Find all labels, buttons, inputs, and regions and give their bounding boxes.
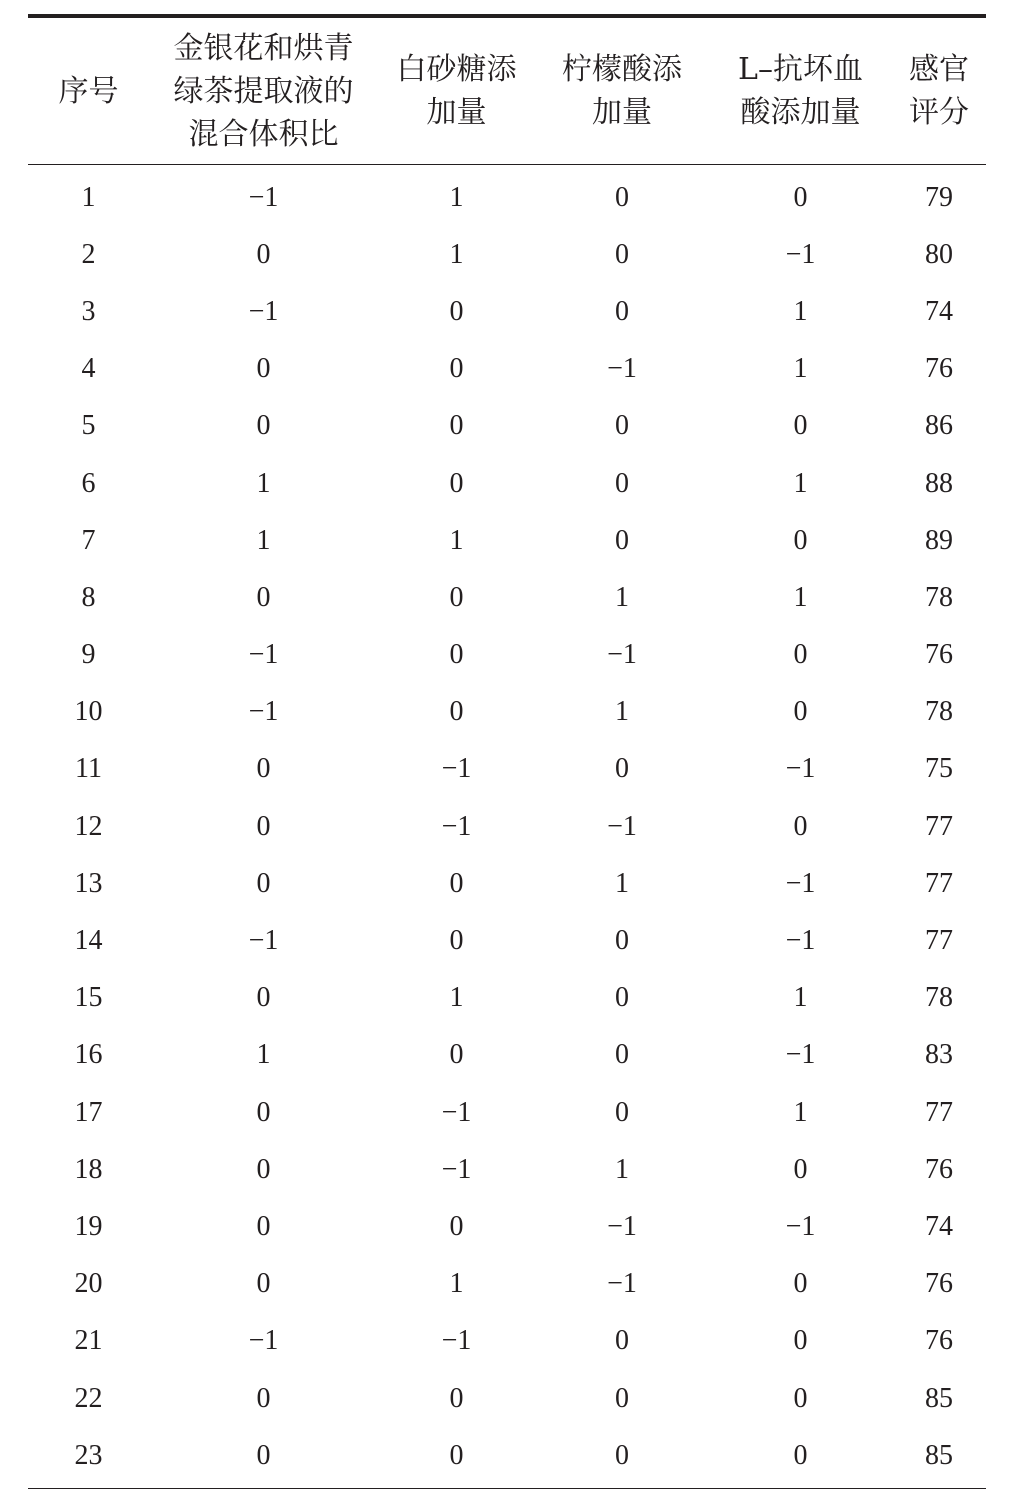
cell-ascorbic-acid: 0 — [793, 410, 808, 442]
cell-score: 78 — [925, 696, 953, 728]
cell-serial: 18 — [74, 1153, 103, 1185]
cell-ascorbic-acid: 0 — [793, 1382, 808, 1414]
cell-serial: 4 — [81, 353, 96, 385]
table-row — [28, 1084, 986, 1141]
cell-citric-acid: 1 — [615, 867, 629, 899]
cell-serial: 15 — [74, 982, 103, 1014]
cell-sugar: 0 — [449, 467, 464, 499]
cell-citric-acid: 0 — [615, 1096, 629, 1128]
cell-sugar: −1 — [441, 753, 472, 785]
cell-sugar: 0 — [449, 696, 464, 728]
cell-sugar: 0 — [449, 1439, 464, 1471]
cell-citric-acid: 0 — [615, 1439, 629, 1471]
cell-citric-acid: 0 — [615, 925, 629, 957]
header-sensory-score: 感官 评分 — [909, 52, 969, 130]
table-row — [28, 855, 986, 912]
cell-mix-ratio: 0 — [256, 581, 271, 613]
cell-mix-ratio: 1 — [256, 524, 271, 556]
cell-serial: 11 — [75, 753, 102, 785]
cell-ascorbic-acid: −1 — [785, 867, 816, 899]
cell-sugar: 1 — [449, 524, 464, 556]
cell-score: 78 — [925, 982, 953, 1014]
cell-ascorbic-acid: −1 — [785, 238, 816, 270]
cell-sugar: 0 — [449, 1210, 464, 1242]
table-row — [28, 1256, 986, 1313]
cell-sugar: 0 — [449, 353, 464, 385]
cell-serial: 23 — [74, 1439, 103, 1471]
cell-ascorbic-acid: 0 — [793, 810, 808, 842]
cell-sugar: 0 — [449, 1382, 464, 1414]
cell-citric-acid: 0 — [615, 410, 629, 442]
cell-sugar: −1 — [441, 810, 472, 842]
cell-mix-ratio: −1 — [248, 181, 279, 213]
cell-sugar: −1 — [441, 1096, 472, 1128]
cell-sugar: 0 — [449, 1039, 464, 1071]
cell-sugar: 0 — [449, 295, 464, 327]
table-row — [28, 569, 986, 626]
table-row — [28, 684, 986, 741]
table-header — [28, 16, 986, 165]
cell-score: 76 — [925, 639, 953, 671]
cell-serial: 19 — [74, 1210, 103, 1242]
cell-score: 77 — [925, 925, 953, 957]
cell-citric-acid: 0 — [615, 753, 629, 785]
cell-ascorbic-acid: 0 — [793, 1268, 808, 1300]
table-row — [28, 1027, 986, 1084]
cell-sugar: 1 — [449, 1268, 464, 1300]
cell-citric-acid: 1 — [615, 696, 629, 728]
cell-mix-ratio: −1 — [248, 696, 279, 728]
cell-ascorbic-acid: 0 — [793, 696, 808, 728]
table-row — [28, 512, 986, 569]
cell-serial: 13 — [74, 867, 103, 899]
cell-ascorbic-acid: 1 — [793, 1096, 808, 1128]
cell-citric-acid: 0 — [615, 295, 629, 327]
table-row — [28, 1313, 986, 1370]
cell-mix-ratio: 0 — [256, 238, 271, 270]
cell-ascorbic-acid: 1 — [793, 467, 808, 499]
cell-sugar: 0 — [449, 639, 464, 671]
cell-mix-ratio: 0 — [256, 1153, 271, 1185]
cell-citric-acid: 0 — [615, 1039, 629, 1071]
cell-ascorbic-acid: 1 — [793, 295, 808, 327]
table-row — [28, 1370, 986, 1427]
cell-ascorbic-acid: −1 — [785, 1210, 816, 1242]
cell-mix-ratio: 0 — [256, 1096, 271, 1128]
cell-citric-acid: 0 — [615, 1325, 629, 1357]
cell-score: 89 — [925, 524, 953, 556]
header-serial-number: 序号 — [58, 73, 119, 109]
cell-score: 88 — [925, 467, 953, 499]
cell-serial: 6 — [81, 467, 96, 499]
header-mix-volume-ratio: 金银花和烘青 绿茶提取液的 混合体积比 — [173, 30, 354, 152]
cell-score: 83 — [925, 1039, 953, 1071]
header-citric-acid-amount: 柠檬酸添 加量 — [562, 52, 682, 130]
cell-ascorbic-acid: 1 — [793, 353, 808, 385]
cell-citric-acid: 0 — [615, 1382, 629, 1414]
cell-score: 77 — [925, 867, 953, 899]
cell-citric-acid: 1 — [615, 581, 629, 613]
cell-sugar: 0 — [449, 410, 464, 442]
cell-ascorbic-acid: 1 — [793, 581, 808, 613]
table-row — [28, 398, 986, 455]
cell-citric-acid: 0 — [615, 238, 629, 270]
cell-citric-acid: −1 — [607, 810, 637, 842]
cell-score: 75 — [925, 753, 953, 785]
cell-score: 79 — [925, 181, 953, 213]
cell-mix-ratio: 0 — [256, 1268, 271, 1300]
cell-sugar: 1 — [449, 181, 464, 213]
cell-serial: 3 — [81, 295, 96, 327]
cell-serial: 2 — [81, 238, 96, 270]
cell-mix-ratio: −1 — [248, 1325, 279, 1357]
cell-score: 76 — [925, 1153, 953, 1185]
cell-sugar: −1 — [441, 1153, 472, 1185]
cell-score: 76 — [925, 1325, 953, 1357]
cell-sugar: 1 — [449, 982, 464, 1014]
cell-citric-acid: 0 — [615, 181, 629, 213]
table-row — [28, 741, 986, 798]
cell-mix-ratio: 0 — [256, 1439, 271, 1471]
cell-mix-ratio: 1 — [256, 467, 271, 499]
cell-ascorbic-acid: 0 — [793, 1153, 808, 1185]
cell-sugar: 0 — [449, 581, 464, 613]
table-row — [28, 455, 986, 512]
cell-citric-acid: 0 — [615, 982, 629, 1014]
table-row — [28, 226, 986, 283]
cell-serial: 1 — [81, 181, 96, 213]
cell-mix-ratio: 0 — [256, 753, 271, 785]
cell-ascorbic-acid: 0 — [793, 1325, 808, 1357]
cell-mix-ratio: −1 — [248, 639, 279, 671]
cell-citric-acid: 1 — [615, 1153, 629, 1185]
cell-mix-ratio: 0 — [256, 410, 271, 442]
table-row — [28, 341, 986, 398]
cell-citric-acid: 0 — [615, 467, 629, 499]
table-row — [28, 1427, 986, 1489]
cell-citric-acid: −1 — [607, 1210, 637, 1242]
cell-mix-ratio: 0 — [256, 353, 271, 385]
cell-citric-acid: 0 — [615, 524, 629, 556]
cell-score: 76 — [925, 1268, 953, 1300]
header-ascorbic-acid-amount: L–抗坏血 酸添加量 — [738, 52, 863, 130]
cell-serial: 14 — [74, 925, 103, 957]
cell-ascorbic-acid: −1 — [785, 753, 816, 785]
cell-mix-ratio: 0 — [256, 1382, 271, 1414]
cell-citric-acid: −1 — [607, 639, 637, 671]
cell-citric-acid: −1 — [607, 1268, 637, 1300]
table-row — [28, 627, 986, 684]
cell-sugar: −1 — [441, 1325, 472, 1357]
experiment-table — [28, 14, 986, 1489]
cell-ascorbic-acid: 0 — [793, 639, 808, 671]
cell-score: 85 — [925, 1439, 953, 1471]
cell-score: 76 — [925, 353, 953, 385]
cell-serial: 5 — [81, 410, 96, 442]
cell-mix-ratio: −1 — [248, 925, 279, 957]
cell-ascorbic-acid: 0 — [793, 524, 808, 556]
cell-ascorbic-acid: −1 — [785, 925, 816, 957]
cell-serial: 17 — [74, 1096, 103, 1128]
cell-ascorbic-acid: −1 — [785, 1039, 816, 1071]
table-row — [28, 912, 986, 969]
header-sugar-amount: 白砂糖添 加量 — [396, 52, 517, 130]
cell-mix-ratio: 1 — [256, 1039, 271, 1071]
table-row — [28, 970, 986, 1027]
cell-serial: 8 — [81, 581, 96, 613]
cell-mix-ratio: −1 — [248, 295, 279, 327]
cell-serial: 21 — [74, 1325, 103, 1357]
table-row — [28, 1198, 986, 1255]
table-row — [28, 283, 986, 340]
cell-citric-acid: −1 — [607, 353, 637, 385]
cell-score: 80 — [925, 238, 953, 270]
cell-ascorbic-acid: 1 — [793, 982, 808, 1014]
cell-score: 78 — [925, 581, 953, 613]
table-body — [28, 165, 986, 1489]
cell-sugar: 0 — [449, 867, 464, 899]
cell-score: 86 — [925, 410, 953, 442]
cell-mix-ratio: 0 — [256, 982, 271, 1014]
table-row — [28, 1141, 986, 1198]
cell-score: 77 — [925, 1096, 953, 1128]
cell-mix-ratio: 0 — [256, 867, 271, 899]
cell-serial: 20 — [74, 1268, 103, 1300]
cell-serial: 12 — [74, 810, 103, 842]
cell-ascorbic-acid: 0 — [793, 181, 808, 213]
cell-sugar: 1 — [449, 238, 464, 270]
cell-serial: 7 — [81, 524, 96, 556]
table-row — [28, 165, 986, 227]
data-table-container — [28, 14, 986, 1489]
cell-sugar: 0 — [449, 925, 464, 957]
cell-mix-ratio: 0 — [256, 1210, 271, 1242]
cell-score: 77 — [925, 810, 953, 842]
cell-ascorbic-acid: 0 — [793, 1439, 808, 1471]
cell-mix-ratio: 0 — [256, 810, 271, 842]
cell-serial: 9 — [81, 639, 96, 671]
table-row — [28, 798, 986, 855]
cell-serial: 22 — [74, 1382, 103, 1414]
cell-score: 74 — [925, 295, 953, 327]
header-row — [28, 16, 986, 165]
cell-serial: 16 — [74, 1039, 103, 1071]
cell-score: 85 — [925, 1382, 953, 1414]
cell-serial: 10 — [74, 696, 103, 728]
cell-score: 74 — [925, 1210, 953, 1242]
